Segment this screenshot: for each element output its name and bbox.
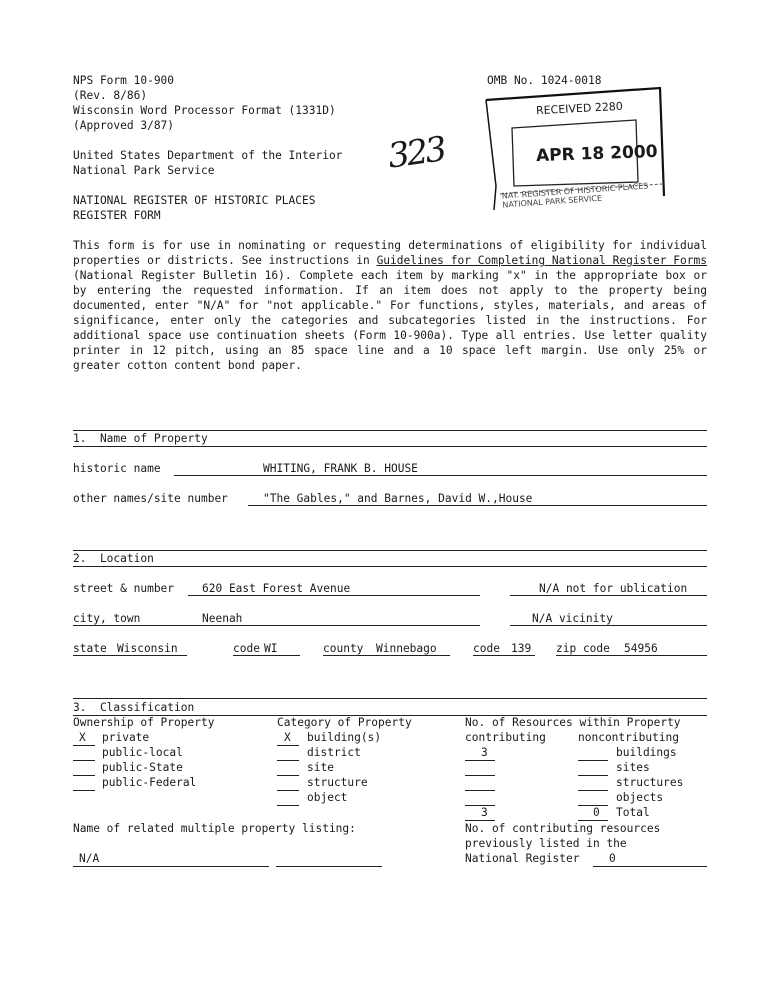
stamp-received: RECEIVED 2280: [535, 99, 624, 118]
ownership-public-federal-box[interactable]: [73, 790, 95, 791]
state-code-label: code: [233, 642, 260, 655]
related-listing-value: N/A: [79, 852, 100, 865]
section2-heading-rule: [73, 566, 707, 567]
related-listing-field-2[interactable]: [276, 866, 382, 867]
state-label: state: [73, 642, 107, 655]
historic-name-label: historic name: [73, 462, 161, 475]
city-value: Neenah: [202, 612, 243, 625]
buildings-contrib-field[interactable]: [465, 760, 495, 761]
sites-noncontrib-field[interactable]: [578, 775, 608, 776]
category-building-mark: X: [284, 731, 291, 744]
state-value: Wisconsin: [117, 642, 178, 655]
ownership-title: Ownership of Property: [73, 716, 215, 729]
section1-heading: 1. Name of Property: [73, 432, 208, 445]
ownership-private-mark: X: [79, 731, 86, 744]
vicinity-field[interactable]: [510, 625, 707, 626]
stamp-footer: NAT. REGISTER OF HISTORIC PLACES NATIONAL PARK SERVICE: [501, 181, 649, 210]
nfp-field[interactable]: [510, 595, 707, 596]
buildings-contrib-value: 3: [481, 746, 488, 759]
state-code-field[interactable]: [233, 655, 300, 656]
received-stamp: [484, 86, 669, 212]
category-object-label: object: [307, 791, 348, 804]
section2-heading: 2. Location: [73, 552, 154, 565]
ownership-public-state-box[interactable]: [73, 775, 95, 776]
omb-number: OMB No. 1024-0018: [487, 74, 602, 87]
instructions-text-2: (National Register Bulletin 16). Complete each item by marking "x" in the appropriate box or by entering the requested information. If an item does not apply to the property being documented, enter "N/A" for "not applicable." For functions, styles, materials, and areas of significance, enter only the categories and subcategories listed in the instructions. For additional space use continuation sheets (Form 10-900a). Type all entries. Use letter quality printer in 12 pitch, using an 85 space line and a 10 space left margin. Use only 25% or greater cotton content bond paper.: [73, 269, 707, 372]
buildings-label: buildings: [616, 746, 677, 759]
city-field[interactable]: [73, 625, 480, 626]
form-revision: (Rev. 8/86): [73, 89, 148, 102]
instructions-paragraph: [73, 238, 707, 373]
category-district-box[interactable]: [277, 760, 299, 761]
objects-label: objects: [616, 791, 664, 804]
sites-contrib-field[interactable]: [465, 775, 495, 776]
previously-listed-line1: No. of contributing resources: [465, 822, 661, 835]
form-number: NPS Form 10-900: [73, 74, 175, 87]
zip-label: zip code: [556, 642, 610, 655]
previously-listed-field[interactable]: [593, 866, 707, 867]
county-value: Winnebago: [376, 642, 437, 655]
ownership-public-local-box[interactable]: [73, 760, 95, 761]
contributing-label: contributing: [465, 731, 546, 744]
section3-heading: 3. Classification: [73, 701, 195, 714]
previously-listed-line3: National Register: [465, 852, 580, 865]
handwritten-number: 323: [385, 129, 447, 177]
category-structure-box[interactable]: [277, 790, 299, 791]
ownership-public-state-label: public-State: [102, 761, 183, 774]
form-title: NATIONAL REGISTER OF HISTORIC PLACES: [73, 194, 316, 207]
instructions-text-1: This form is for use in nominating or requesting determinations of eligibility for individual properties or districts. See instructions in: [73, 239, 707, 267]
ownership-public-local-label: public-local: [102, 746, 183, 759]
category-title: Category of Property: [277, 716, 412, 729]
county-label: county: [323, 642, 364, 655]
other-names-label: other names/site number: [73, 492, 228, 505]
other-names-value: "The Gables," and Barnes, David W.,House: [263, 492, 533, 505]
structures-noncontrib-field[interactable]: [578, 790, 608, 791]
category-site-label: site: [307, 761, 334, 774]
county-code-field[interactable]: [473, 655, 535, 656]
category-structure-label: structure: [307, 776, 368, 789]
related-listing-field[interactable]: [73, 866, 269, 867]
sites-label: sites: [616, 761, 650, 774]
form-subtitle: REGISTER FORM: [73, 209, 161, 222]
vicinity: N/A vicinity: [532, 612, 613, 625]
category-building-label: building(s): [307, 731, 382, 744]
section1-heading-rule: [73, 446, 707, 447]
street-label: street & number: [73, 582, 175, 595]
form-approved: (Approved 3/87): [73, 119, 175, 132]
stamp-date: APR 18 2000: [535, 141, 658, 167]
buildings-noncontrib-field[interactable]: [578, 760, 608, 761]
structures-label: structures: [616, 776, 684, 789]
total-noncontrib-value: 0: [593, 806, 600, 819]
county-code-label: code: [473, 642, 500, 655]
ownership-private-label: private: [102, 731, 150, 744]
noncontributing-label: noncontributing: [578, 731, 680, 744]
category-building-box[interactable]: [277, 745, 299, 746]
form-format: Wisconsin Word Processor Format (1331D): [73, 104, 336, 117]
county-code-value: 139: [511, 642, 532, 655]
section3-top-rule: [73, 698, 707, 699]
total-contrib-value: 3: [481, 806, 488, 819]
ownership-public-federal-label: public-Federal: [102, 776, 197, 789]
total-label: Total: [616, 806, 650, 819]
state-code-value: WI: [264, 642, 278, 655]
city-label: city, town: [73, 612, 141, 625]
total-contrib-field[interactable]: [465, 820, 495, 821]
department-name: United States Department of the Interior: [73, 149, 343, 162]
resources-title: No. of Resources within Property: [465, 716, 681, 729]
related-listing-label: Name of related multiple property listing:: [73, 822, 356, 835]
ownership-private-box[interactable]: [73, 745, 95, 746]
previously-listed-line2: previously listed in the: [465, 837, 627, 850]
section1-top-rule: [73, 430, 707, 431]
county-field[interactable]: [323, 655, 450, 656]
structures-contrib-field[interactable]: [465, 790, 495, 791]
guidelines-link[interactable]: Guidelines for Completing National Register Forms: [376, 254, 707, 267]
category-site-box[interactable]: [277, 775, 299, 776]
street-value: 620 East Forest Avenue: [202, 582, 351, 595]
total-noncontrib-field[interactable]: [578, 820, 608, 821]
category-object-box[interactable]: [277, 805, 299, 806]
previously-listed-value: 0: [609, 852, 616, 865]
category-district-label: district: [307, 746, 361, 759]
agency-name: National Park Service: [73, 164, 215, 177]
historic-name-value: WHITING, FRANK B. HOUSE: [263, 462, 418, 475]
historic-name-field[interactable]: [174, 475, 707, 476]
objects-contrib-field[interactable]: [465, 805, 495, 806]
not-for-publication: N/A not for ublication: [539, 582, 688, 595]
state-field[interactable]: [73, 655, 187, 656]
section2-top-rule: [73, 550, 707, 551]
zip-field[interactable]: [556, 655, 707, 656]
zip-value: 54956: [624, 642, 658, 655]
